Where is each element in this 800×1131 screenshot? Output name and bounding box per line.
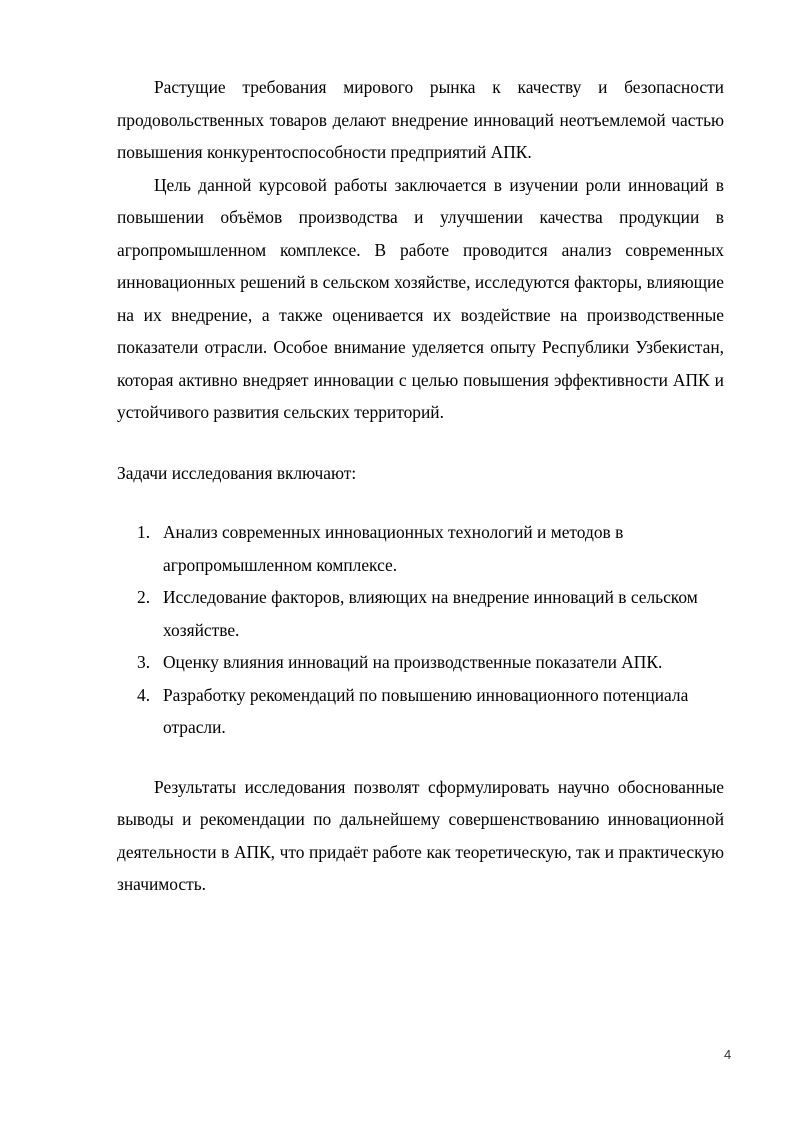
list-item-text: Разработку рекомендаций по повышению инновационного потенциала отрасли. — [163, 684, 689, 737]
list-item-text: Анализ современных инновационных технологий и методов в агропромышленном комплексе. — [163, 522, 624, 575]
list-item — [117, 646, 724, 679]
list-item-number: 3. — [137, 652, 151, 672]
goal-paragraph: Цель данной курсовой работы заключается в изучении роли инноваций в повышении объёмов производства и улучшении качества продукции в агропромышленном комплексе. В работе проводится анализ современных инновационных решений в сельском хозяйстве, исследуются факторы, влияющие на их внедрение, а также оценивается их воздействие на производственные показатели отрасли. Особое внимание уделяется опыту Республики Узбекистан, которая активно внедряет инновации с целью повышения эффективности АПК и устойчивого развития сельских территорий. — [117, 174, 724, 422]
list-item-text: Исследование факторов, влияющих на внедрение инноваций в сельском хозяйстве. — [163, 587, 698, 640]
results-paragraph: Результаты исследования позволят сформулировать научно обоснованные выводы и рекомендации по дальнейшему совершенствованию инновационной деятельности в АПК, что придаёт работе как теоретическую, так и практическую значимость. — [117, 776, 724, 894]
intro-paragraph: Растущие требования мирового рынка к качеству и безопасности продовольственных товаров делают внедрение инноваций неотъемлемой частью повышения конкурентоспособности предприятий АПК. — [117, 77, 724, 162]
tasks-list — [117, 516, 724, 744]
list-item — [117, 581, 724, 646]
document-page — [117, 71, 724, 901]
list-item — [117, 516, 724, 581]
list-item-text: Оценку влияния инноваций на производственные показатели АПК. — [163, 652, 663, 672]
page-number: 4 — [724, 1047, 732, 1062]
tasks-heading: Задачи исследования включают: — [117, 462, 357, 483]
list-item-number: 4. — [137, 684, 151, 705]
list-item-number: 2. — [137, 587, 151, 607]
list-item-number: 1. — [137, 522, 151, 542]
list-item — [117, 679, 724, 744]
